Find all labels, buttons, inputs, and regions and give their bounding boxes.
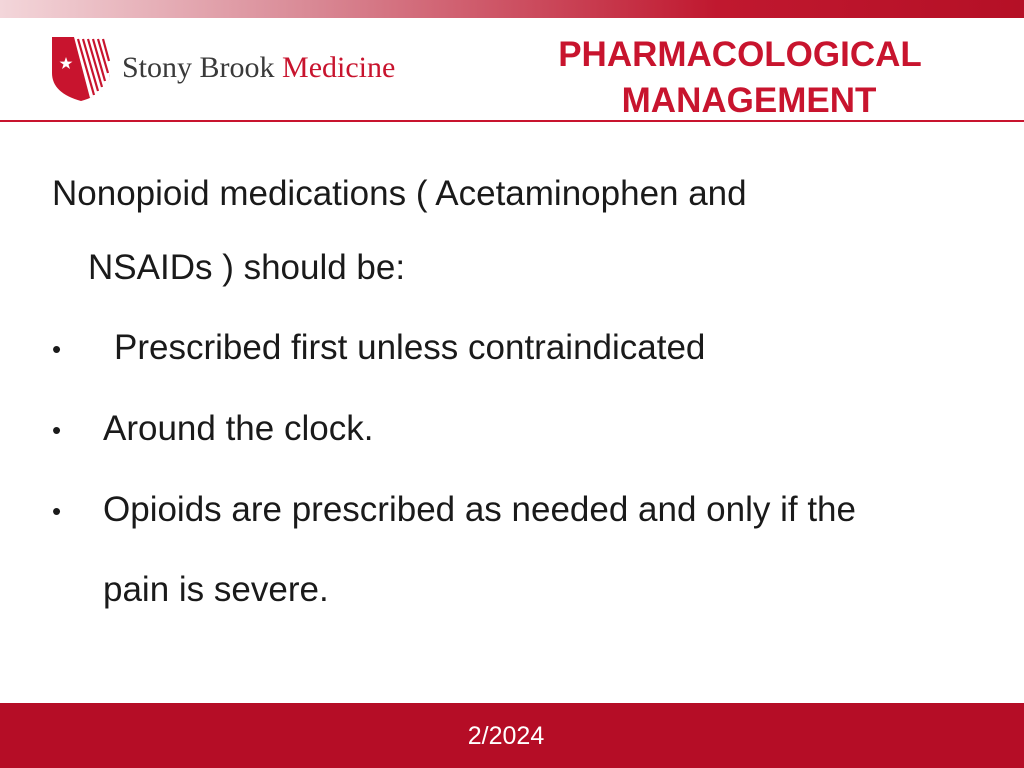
bullet-item-1: Prescribed first unless contraindicated [114, 328, 706, 367]
logo-wordmark [122, 51, 395, 85]
logo-text-stony-brook: Stony Brook [122, 51, 275, 84]
logo-text-medicine: Medicine [282, 51, 396, 84]
slide-title-line-1: PHARMACOLOGICAL [558, 35, 922, 74]
bullet-item-2: Around the clock. [103, 409, 374, 448]
bullet-item-3-line-1: Opioids are prescribed as needed and only if the [103, 490, 856, 529]
footer-date: 2/2024 [467, 722, 545, 750]
slide-title [490, 32, 990, 124]
top-accent-bar [0, 0, 1024, 18]
bullet-marker: • [52, 334, 62, 364]
stony-brook-medicine-logo [50, 33, 395, 103]
header-divider [0, 120, 1024, 122]
bullet-marker: • [52, 496, 62, 526]
intro-text-line-2: NSAIDs ) should be: [88, 248, 406, 287]
stony-brook-shield-icon [50, 33, 112, 103]
intro-text-line-1: Nonopioid medications ( Acetaminophen and [52, 174, 747, 213]
bullet-item-3-line-2: pain is severe. [103, 570, 329, 609]
slide-title-line-2: MANAGEMENT [621, 81, 877, 120]
bullet-marker: • [52, 415, 62, 445]
